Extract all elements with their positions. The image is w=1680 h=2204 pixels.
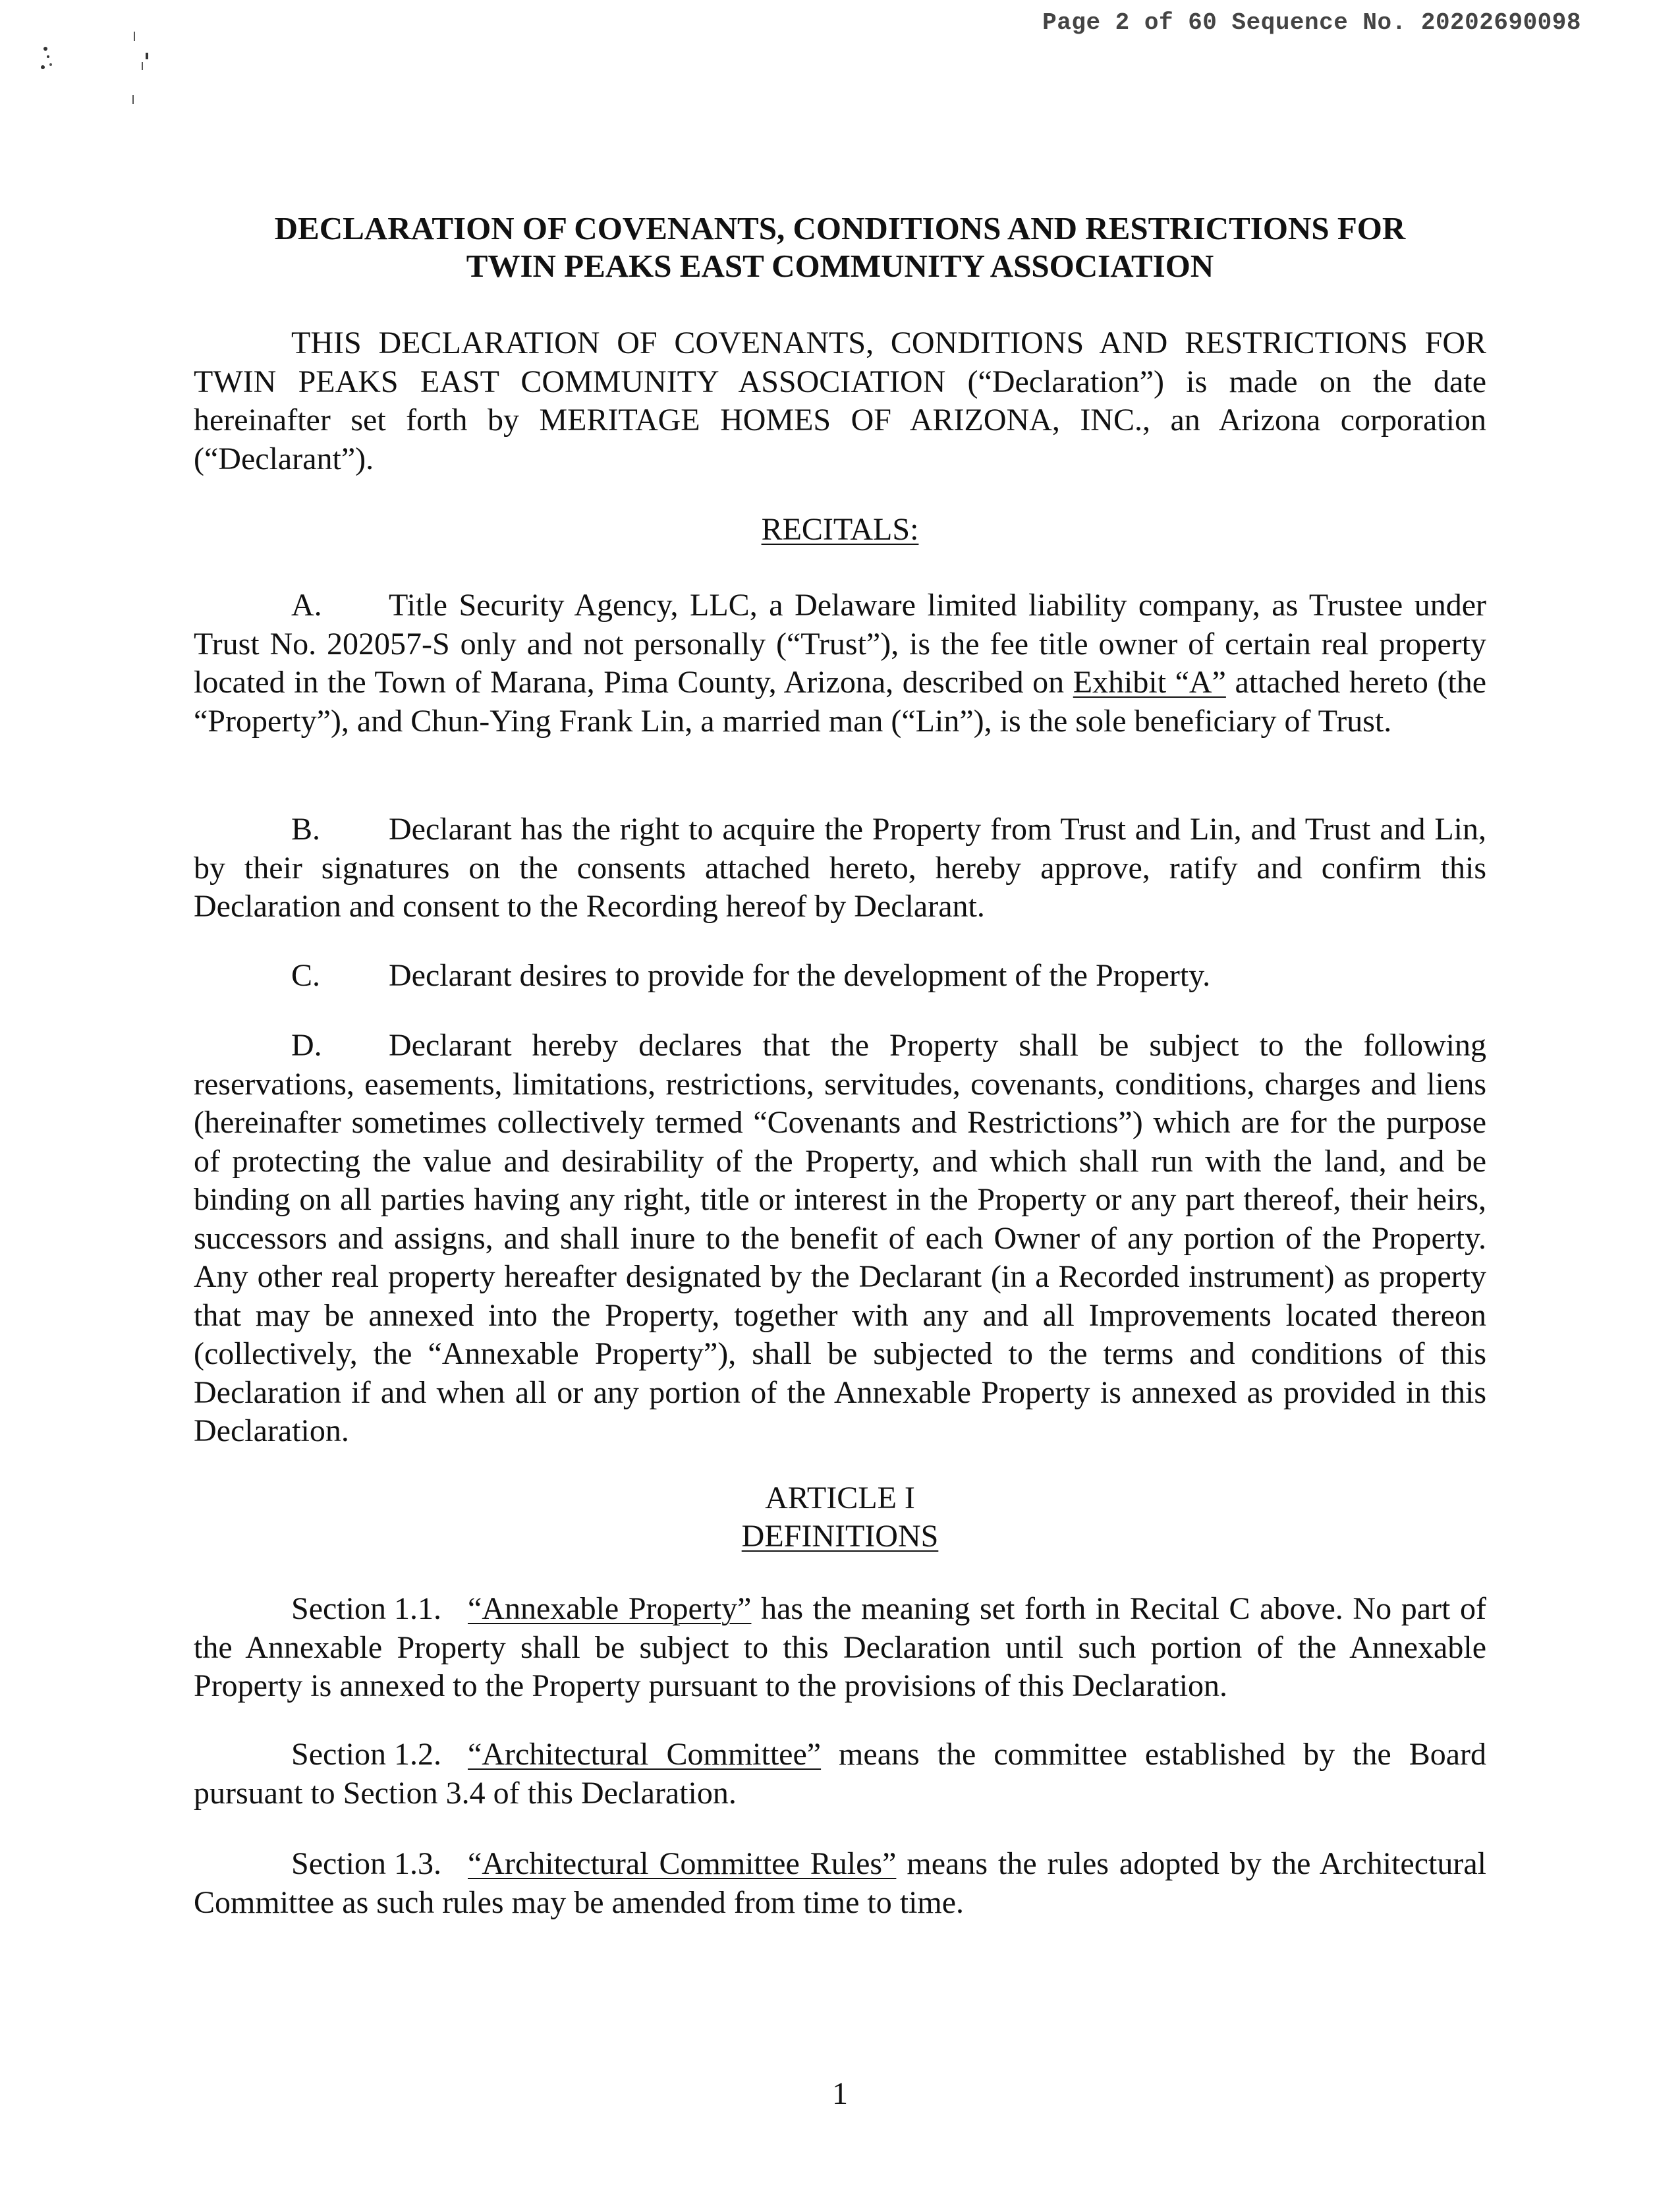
recital-a-letter: A. (291, 588, 322, 623)
defined-term: “Annexable Property” (467, 1591, 752, 1626)
recital-a (194, 586, 1486, 741)
article-heading (194, 1479, 1486, 1556)
title-line-1: DECLARATION OF COVENANTS, CONDITIONS AND RESTRICTIONS FOR (274, 210, 1406, 246)
document-title (194, 210, 1486, 285)
scan-specks (36, 26, 168, 119)
recital-a-text-before: Title Security Agency, LLC, a Delaware limited liability company, as Trustee under Trust No. 202057-S only and not personally (“Trust”), is the fee title owner of certain real property located in the Town of Marana, Pima County, Arizona, described on (194, 588, 1486, 700)
recital-c-text: Declarant desires to provide for the development of the Property. (389, 958, 1211, 993)
section-1-1 (194, 1590, 1486, 1706)
article-title: DEFINITIONS (741, 1519, 939, 1554)
recital-d-letter: D. (291, 1028, 322, 1063)
section-number: Section 1.1. (291, 1591, 441, 1626)
intro-paragraph: THIS DECLARATION OF COVENANTS, CONDITIONS AND RESTRICTIONS FOR TWIN PEAKS EAST COMMUNITY ASSOCIATION (“Declaration”) is made on the date hereinafter set forth by MERITAGE HOMES OF ARIZONA, INC., an Arizona corporation (“Declarant”). (194, 325, 1486, 476)
section-1-3 (194, 1845, 1486, 1922)
title-line-2: TWIN PEAKS EAST COMMUNITY ASSOCIATION (466, 248, 1214, 284)
section-number: Section 1.3. (291, 1846, 441, 1881)
defined-term: “Architectural Committee Rules” (467, 1846, 897, 1881)
recital-a-text-after: attached hereto (the “Property”), and Chun-Ying Frank Lin, a married man (“Lin”), is the sole beneficiary of Trust. (194, 665, 1486, 739)
recital-d-text: Declarant hereby declares that the Property shall be subject to the following reservations, easements, limitations, restrictions, servitudes, covenants, conditions, charges and liens (hereinafter sometimes collectively termed “Covenants and Restrictions”) which are for the purpose of protecting the value and desirability of the Property, and which shall run with the land, and be binding on all parties having any right, title or interest in the Property or any part thereof, their heirs, successors and assigns, and shall inure to the benefit of each Owner of any portion of the Property. Any other real property hereafter designated by the Declarant (in a Recorded instrument) as property that may be annexed into the Property, together with any and all Improvements located thereon (collectively, the “Annexable Property”), shall be subjected to the terms and conditions of this Declaration if and when all or any portion of the Annexable Property is annexed as provided in this Declaration. (194, 1028, 1486, 1448)
section-number: Section 1.2. (291, 1737, 441, 1772)
page-number: 1 (832, 2076, 848, 2111)
recital-b (194, 810, 1486, 926)
recital-c (194, 957, 1486, 996)
page-sequence-header: Page 2 of 60 Sequence No. 20202690098 (1042, 9, 1581, 36)
defined-term: “Architectural Committee” (467, 1737, 822, 1772)
recitals-heading (194, 511, 1486, 549)
recitals-heading-text: RECITALS: (761, 512, 919, 547)
recital-c-letter: C. (291, 958, 321, 993)
exhibit-a-reference: Exhibit “A” (1073, 665, 1226, 700)
recital-b-text: Declarant has the right to acquire the Property from Trust and Lin, and Trust and Lin, by their signatures on the consents attached hereto, hereby approve, ratify and confirm this Declaration and consent to the Recording hereof by Declarant. (194, 812, 1486, 924)
recital-d (194, 1027, 1486, 1451)
section-text: means the rules adopted by the Architectural Committee as such rules may be amended from time to time. (194, 1846, 1486, 1920)
article-number: ARTICLE I (765, 1481, 915, 1515)
recital-b-letter: B. (291, 812, 321, 847)
section-text: means the committee established by the Board pursuant to Section 3.4 of this Declaration. (194, 1737, 1486, 1811)
section-text: has the meaning set forth in Recital C above. No part of the Annexable Property shall be subject to this Declaration until such portion of the Annexable Property is annexed to the Property pursuant to the provisions of this Declaration. (194, 1591, 1487, 1703)
section-1-2 (194, 1736, 1486, 1813)
